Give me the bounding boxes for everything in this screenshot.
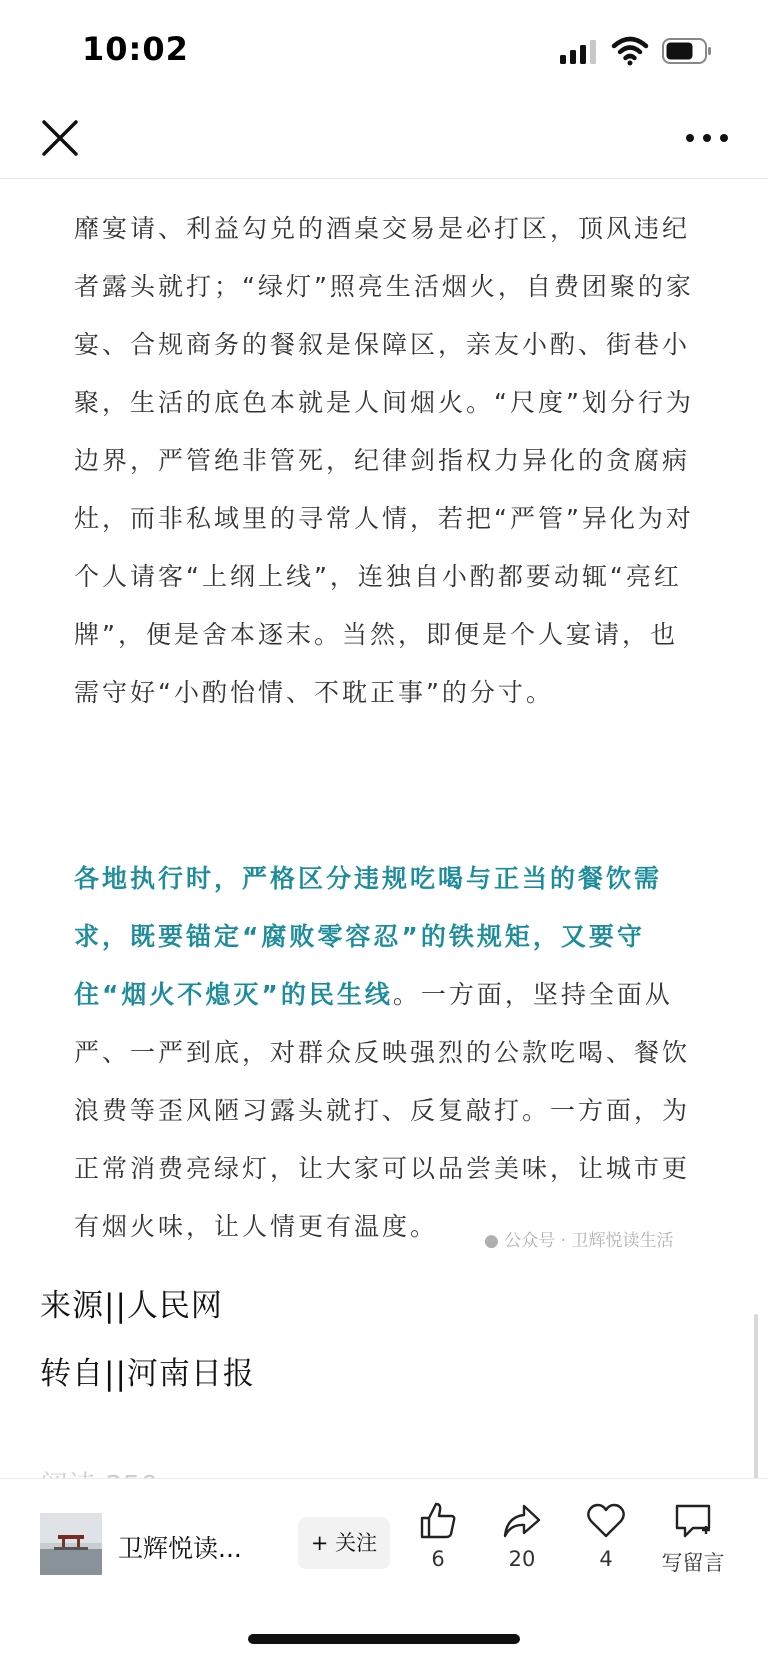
account-watermark (484, 1226, 673, 1251)
article-paragraph: 靡宴请、利益勾兑的酒桌交易是必打区，顶风违纪者露头就打；“绿灯”照亮生活烟火，自费团聚的家宴、合规商务的餐叙是保障区，亲友小酌、街巷小聚，生活的底色本就是人间烟火。“尺度”划分行为边界，严管绝非管死，纪律剑指权力异化的贪腐病灶，而非私域里的寻常人情，若把“严管”异化为对个人请客“上纲上线”，连独自小酌都要动辄“亮红牌”，便是舍本逐末。当然，即便是个人宴请，也需守好“小酌怡情、不耽正事”的分寸。 (74, 214, 694, 707)
favorite-button[interactable] (566, 1501, 646, 1601)
close-button[interactable] (36, 114, 84, 162)
nav-bar (0, 100, 768, 179)
follow-button[interactable]: + 关注 (298, 1517, 390, 1569)
share-count: 20 (508, 1547, 536, 1571)
article-paragraph (74, 850, 704, 1256)
share-button[interactable] (482, 1501, 562, 1601)
status-bar (0, 0, 768, 100)
battery-icon (662, 38, 712, 64)
like-count: 6 (431, 1547, 445, 1571)
like-button[interactable] (398, 1501, 478, 1601)
cellular-signal-icon (560, 40, 598, 64)
comment-button[interactable] (648, 1501, 738, 1601)
favorite-count: 4 (599, 1547, 613, 1571)
comment-label: 写留言 (661, 1551, 725, 1575)
wechat-icon: ● (484, 1231, 499, 1251)
source-credit: 来源||人民网 (40, 1288, 223, 1324)
bottom-action-bar (0, 1478, 768, 1664)
status-time: 10:02 (82, 30, 189, 68)
more-button[interactable] (682, 118, 732, 158)
share-icon (502, 1501, 542, 1541)
wifi-icon (612, 36, 648, 66)
paragraph-text: 。一方面，坚持全面从严、一严到底，对群众反映强烈的公款吃喝、餐饮浪费等歪风陋习露头就打、反复敲打。一方面，为正常消费亮绿灯，让大家可以品尝美味，让城市更有烟火味，让人情更有温度。 (74, 980, 691, 1241)
account-name[interactable]: 卫辉悦读... (118, 1534, 242, 1563)
avatar-image (40, 1513, 102, 1575)
more-icon (682, 118, 732, 158)
thumbs-up-icon (418, 1501, 458, 1541)
heart-icon (586, 1501, 626, 1541)
account-avatar[interactable] (40, 1513, 102, 1575)
comment-icon (673, 1501, 713, 1541)
home-indicator[interactable] (248, 1634, 520, 1644)
article-body (0, 178, 768, 1478)
watermark-text: 公众号 · 卫辉悦读生活 (504, 1231, 674, 1251)
paragraph-highlight: 各地执行时，严格区分违规吃喝与正当的餐饮需求，既要锚定“腐败零容忍”的铁规矩，又要守住“烟火不熄灭”的民生线 (74, 864, 663, 1009)
close-icon (36, 114, 84, 162)
repost-credit: 转自||河南日报 (40, 1356, 255, 1392)
